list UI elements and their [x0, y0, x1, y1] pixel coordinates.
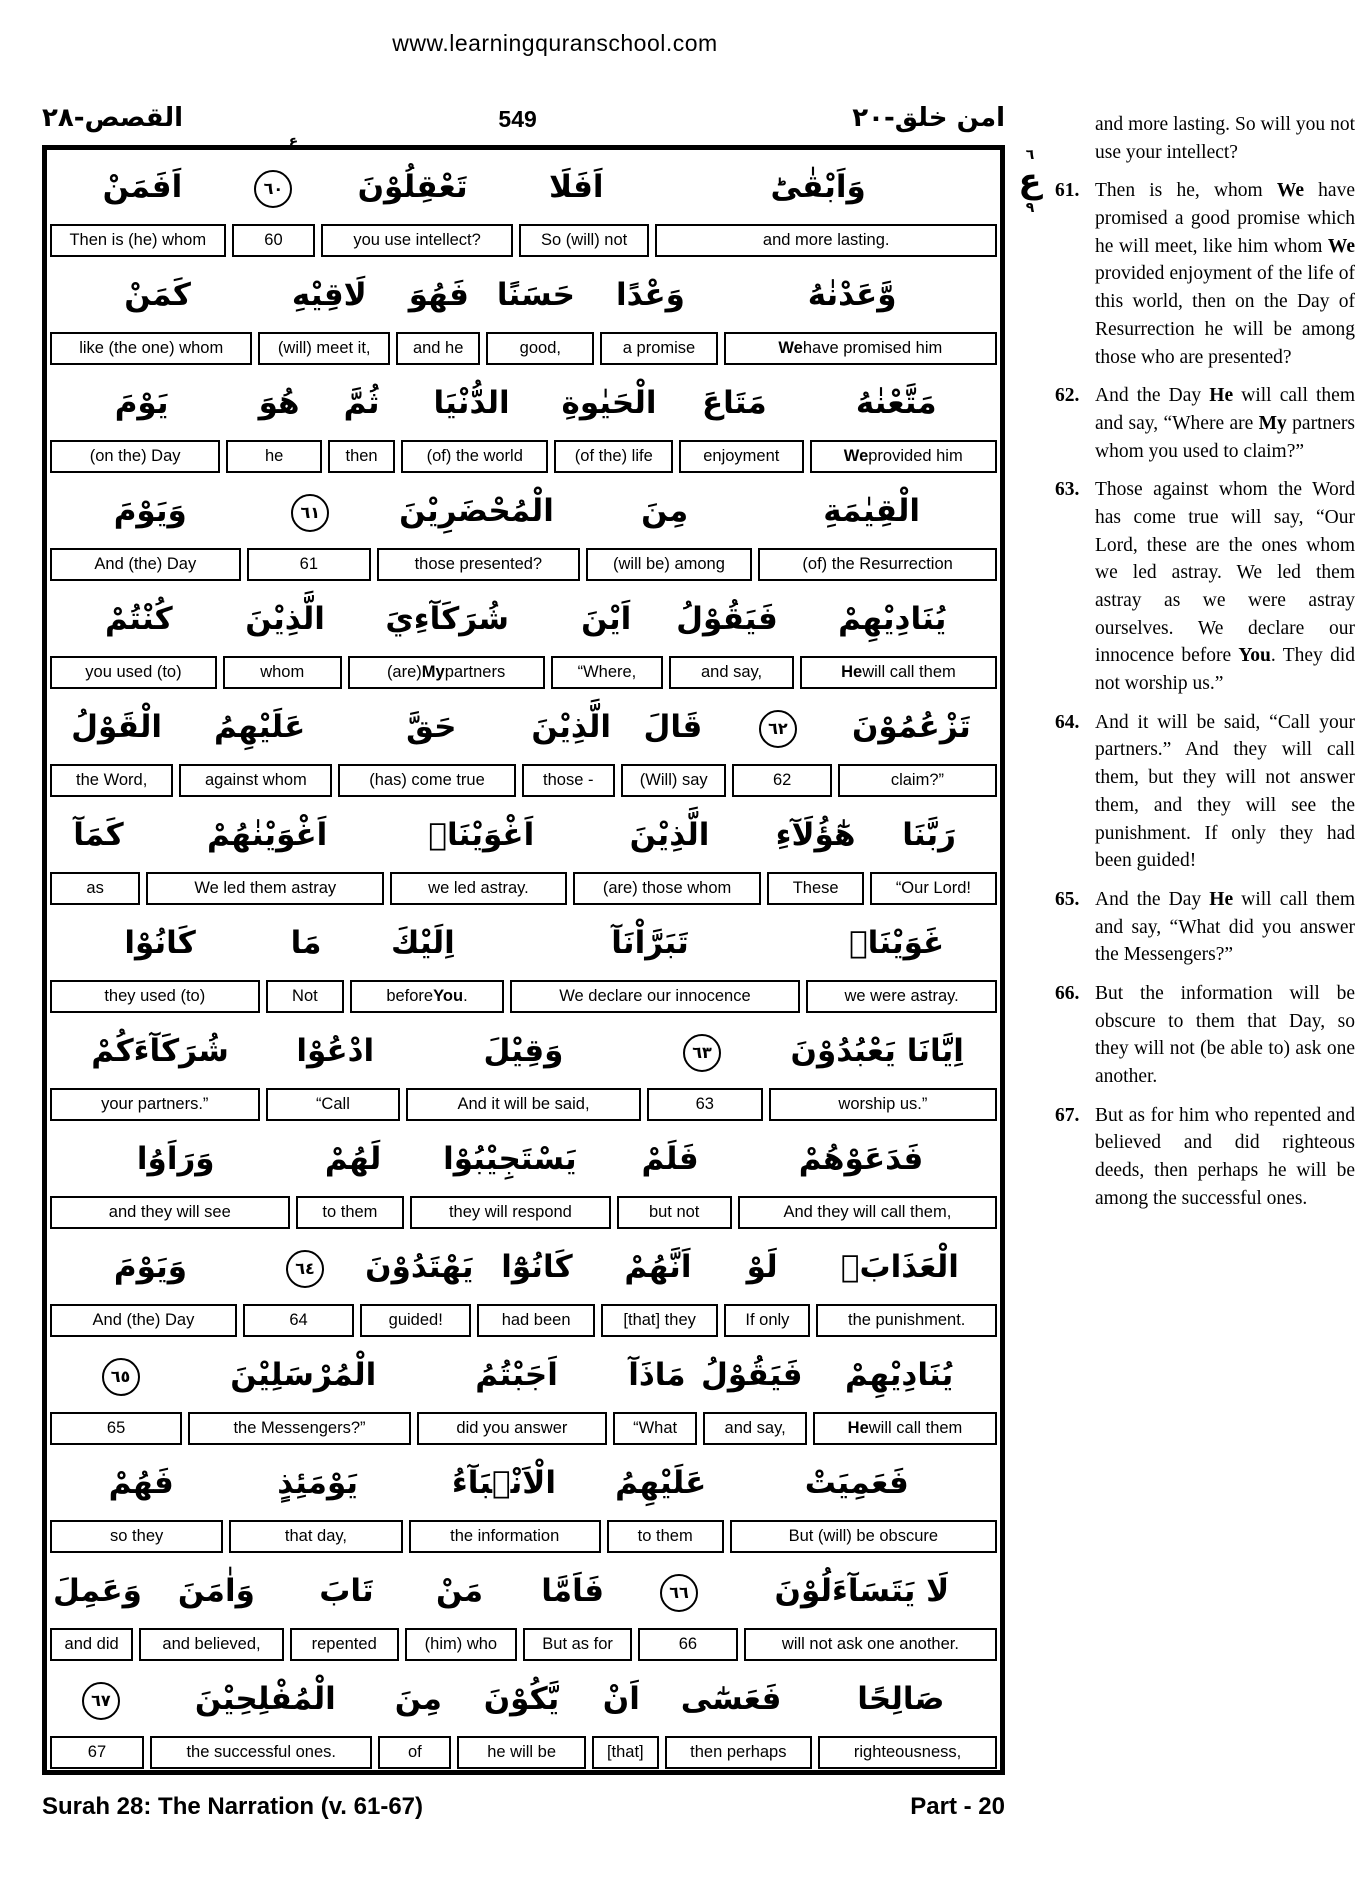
- english-translation-cell: and say,: [669, 656, 794, 689]
- english-translation-row: [47, 1412, 1000, 1445]
- verse-number-circle: [53, 1338, 188, 1412]
- english-translation-cell: repented: [290, 1628, 399, 1661]
- english-translation-cell: 64: [243, 1304, 354, 1337]
- table-row: [47, 798, 1000, 905]
- arabic-word: اَفَمَنْ: [102, 169, 183, 205]
- arabic-word: مَا: [290, 925, 322, 961]
- english-translation-cell: claim?”: [838, 764, 997, 797]
- english-translation-row: [47, 1088, 1000, 1121]
- arabic-word: الَّذِيْنَ: [245, 601, 325, 637]
- english-translation-cell: of: [378, 1736, 451, 1769]
- verse-number-arabic: ٦٤: [286, 1250, 324, 1288]
- english-translation-cell: the successful ones.: [150, 1736, 373, 1769]
- arabic-word: تَزْعُمُوْنَ: [851, 709, 971, 745]
- english-translation-cell: (are) My partners: [348, 656, 545, 689]
- arabic-word: رَبَّنَا: [902, 817, 956, 853]
- arabic-word: الْعَذَابَۚ: [840, 1249, 959, 1285]
- verse-translation-paragraph: [1055, 709, 1355, 875]
- verse-translation-paragraph: [1055, 886, 1355, 969]
- english-translation-cell: 65: [50, 1412, 182, 1445]
- arabic-word: فَاَمَّا: [541, 1573, 605, 1609]
- english-translation-cell: your partners.”: [50, 1088, 260, 1121]
- english-translation-cell: and did: [50, 1628, 133, 1661]
- verse-number: 62.: [1055, 385, 1080, 407]
- english-translation-cell: And it will be said,: [406, 1088, 640, 1121]
- arabic-word: فَهُمْ: [108, 1465, 174, 1501]
- english-translation-row: [47, 1520, 1000, 1553]
- arabic-word: الْاَنْۢبَآءُ: [451, 1465, 556, 1501]
- english-translation-row: [47, 1304, 1000, 1337]
- verse-translation-paragraph: [1055, 111, 1355, 166]
- table-row: [47, 1554, 1000, 1661]
- verse-text: But as for him who repented and believed and did righteous deeds, then perhaps he will be among the successful ones.: [1095, 1104, 1355, 1209]
- english-translation-cell: then perhaps: [665, 1736, 813, 1769]
- arabic-word: فَعَسٰٓى: [680, 1681, 782, 1717]
- english-translation-cell: (will) meet it,: [258, 332, 390, 365]
- arabic-word: عَلَيْهِمُ: [615, 1465, 707, 1501]
- english-translation-cell: will not ask one another.: [744, 1628, 997, 1661]
- verse-number-arabic: ٦٦: [660, 1574, 698, 1612]
- surah-label-arabic: القصص-٢٨: [42, 103, 184, 133]
- english-translation-cell: He will call them: [813, 1412, 997, 1445]
- arabic-word: اَفَلَا: [549, 169, 604, 205]
- arabic-word: يَوْمَ: [114, 385, 169, 421]
- english-translation-cell: those presented?: [377, 548, 580, 581]
- arabic-word: قَالَ: [643, 709, 703, 745]
- verse-text: and more lasting. So will you not use your intellect?: [1095, 114, 1355, 163]
- arabic-word: فَلَمْ: [641, 1141, 699, 1177]
- verse-number-arabic: ٦٣: [683, 1034, 721, 1072]
- english-translation-row: [47, 332, 1000, 365]
- arabic-words-row: [47, 1014, 1000, 1088]
- english-translation-cell: 66: [638, 1628, 738, 1661]
- english-translation-cell: And they will call them,: [738, 1196, 997, 1229]
- arabic-word: اَغْوَيْنَاۚ: [428, 817, 535, 853]
- arabic-word: تَابَ: [319, 1573, 374, 1609]
- arabic-word: مَتَاعَ: [701, 385, 767, 421]
- ruku-margin-mark: [1005, 145, 1055, 216]
- arabic-word: اَغْوَيْنٰهُمْ: [207, 817, 328, 853]
- english-translation-cell: “Where,: [551, 656, 664, 689]
- arabic-word: مَاذَآ: [628, 1357, 686, 1393]
- arabic-word: يَسْتَجِيْبُوْا: [443, 1141, 577, 1177]
- arabic-word: الْمُفْلِحِيْنَ: [194, 1681, 336, 1717]
- arabic-word: يَهْتَدُوْنَ: [365, 1249, 474, 1285]
- english-translation-row: [47, 1736, 1000, 1769]
- arabic-word: الْقَوْلُ: [71, 709, 163, 745]
- verse-text: Those against whom the Word has come true will say, “Our Lord, these are the ones whom we led astray. We led them astray as we were astray ourselves. We declare our innocence before You. They did not worship us.”: [1095, 479, 1355, 695]
- arabic-words-row: [47, 582, 1000, 656]
- english-translation-row: [47, 224, 1000, 257]
- arabic-word: كَمَنْ: [124, 277, 191, 313]
- table-row: [47, 906, 1000, 1013]
- arabic-word: صَالِحًا: [857, 1681, 945, 1717]
- table-row: [47, 690, 1000, 797]
- arabic-word: كَمَآ: [73, 817, 124, 853]
- english-translation-cell: he will be: [457, 1736, 586, 1769]
- page-number: 549: [498, 106, 537, 132]
- juz-label-arabic: امن خلق-٢٠: [852, 103, 1005, 133]
- english-translation-row: [47, 1196, 1000, 1229]
- english-translation-cell: and believed,: [139, 1628, 284, 1661]
- verse-number: 65.: [1055, 888, 1080, 910]
- arabic-word: عَلَيْهِمُ: [214, 709, 306, 745]
- english-translation-cell: did you answer: [417, 1412, 607, 1445]
- arabic-word: فَيَقُوْلُ: [676, 601, 778, 637]
- verse-number-circle: [644, 1014, 761, 1088]
- arabic-word: وَرَاَوُا: [136, 1141, 215, 1177]
- arabic-words-row: [47, 258, 1000, 332]
- arabic-word: الَّذِيْنَ: [531, 709, 612, 745]
- arabic-word: يَّكُوْنَ: [483, 1681, 560, 1717]
- verse-translation-paragraph: [1055, 476, 1355, 698]
- ruku-top-numeral: ٦: [1025, 147, 1035, 163]
- arabic-word: يُنَادِيْهِمْ: [838, 601, 947, 637]
- english-translation-cell: you used (to): [50, 656, 217, 689]
- english-translation-cell: [that]: [592, 1736, 658, 1769]
- arabic-word: لَاقِيْهِ: [291, 277, 367, 313]
- english-translation-cell: a promise: [600, 332, 717, 365]
- english-translation-cell: (on the) Day: [50, 440, 220, 473]
- english-translation-cell: to them: [607, 1520, 724, 1553]
- english-translation-cell: “Call: [266, 1088, 401, 1121]
- arabic-words-row: [47, 1122, 1000, 1196]
- verse-text: And it will be said, “Call your partners.” And they will call them, but they will not answer them, and they will see the punishment. If only they had been guided!: [1095, 711, 1355, 872]
- verse-number: 67.: [1055, 1104, 1080, 1126]
- arabic-word: اِلَيْكَ: [391, 925, 455, 961]
- english-translation-cell: (has) come true: [338, 764, 515, 797]
- english-translation-cell: (are) those whom: [573, 872, 762, 905]
- english-translation-row: [47, 980, 1000, 1013]
- english-translation-cell: He will call them: [800, 656, 997, 689]
- english-translation-cell: Not: [266, 980, 345, 1013]
- english-translation-cell: If only: [724, 1304, 810, 1337]
- ruku-ain-mark: ع: [1018, 161, 1042, 201]
- english-translation-cell: “Our Lord!: [870, 872, 997, 905]
- arabic-word: اَنْ: [602, 1681, 640, 1717]
- english-translation-cell: then: [328, 440, 395, 473]
- english-translation-cell: the Word,: [50, 764, 173, 797]
- arabic-word: وَعْدًا: [615, 277, 685, 313]
- english-translation-cell: enjoyment: [679, 440, 803, 473]
- verse-number-arabic: ٦٠: [254, 170, 292, 208]
- english-translation-cell: like (the one) whom: [50, 332, 252, 365]
- english-translation-cell: (of) the Resurrection: [758, 548, 997, 581]
- english-translation-row: [47, 656, 1000, 689]
- english-translation-cell: We have promised him: [724, 332, 997, 365]
- english-translation-cell: and he: [396, 332, 480, 365]
- verse-text: And the Day He will call them and say, “What did you answer the Messengers?”: [1095, 888, 1355, 966]
- arabic-words-row: [47, 366, 1000, 440]
- verse-translation-paragraph: [1055, 980, 1355, 1091]
- arabic-word: مَتَّعْنٰهُ: [855, 385, 937, 421]
- arabic-words-row: [47, 690, 1000, 764]
- arabic-words-row: [47, 1446, 1000, 1520]
- verse-translation-paragraph: [1055, 382, 1355, 465]
- table-row: [47, 1122, 1000, 1229]
- english-translation-cell: (of) the world: [401, 440, 548, 473]
- english-translation-cell: These: [767, 872, 863, 905]
- arabic-word: حَسَنًا: [496, 277, 576, 313]
- english-translation-cell: We led them astray: [146, 872, 384, 905]
- arabic-word: هُوَ: [258, 385, 300, 421]
- arabic-word: حَقَّ: [406, 709, 457, 745]
- english-translation-cell: had been: [477, 1304, 595, 1337]
- english-translation-cell: they used (to): [50, 980, 260, 1013]
- verse-text: Then is he, whom We have promised a good promise which he will meet, like him whom We provided enjoyment of the life of this world, then on the Day of Resurrection he will be among those who are presented?: [1095, 180, 1355, 368]
- english-translation-cell: and they will see: [50, 1196, 290, 1229]
- english-translation-row: [47, 548, 1000, 581]
- english-translation-cell: We declare our innocence: [510, 980, 800, 1013]
- arabic-word: يُنَادِيْهِمْ: [845, 1357, 954, 1393]
- english-translation-cell: 62: [732, 764, 831, 797]
- verse-number: [1055, 111, 1095, 166]
- arabic-word: اَجَبْتُمُ: [475, 1357, 558, 1393]
- english-translation-row: [47, 1628, 1000, 1661]
- english-translation-cell: But as for: [523, 1628, 632, 1661]
- arabic-word: ثُمَّ: [343, 385, 380, 421]
- english-translation-cell: he: [226, 440, 322, 473]
- arabic-word: ادْعُوْا: [296, 1033, 375, 1069]
- surah-footer-label: Surah 28: The Narration (v. 61-67): [42, 1793, 423, 1820]
- arabic-word: كُنْتُمْ: [105, 601, 173, 637]
- english-translation-cell: But (will) be obscure: [730, 1520, 997, 1553]
- table-row: [47, 582, 1000, 689]
- verse-number-arabic: ٦١: [291, 494, 329, 532]
- english-translation-cell: [that] they: [601, 1304, 719, 1337]
- arabic-word: كَانُوْٓا: [501, 1249, 573, 1285]
- english-translation-cell: before You .: [350, 980, 503, 1013]
- english-translation-cell: the Messengers?”: [188, 1412, 411, 1445]
- english-translation-cell: “What: [613, 1412, 697, 1445]
- english-translation-cell: but not: [617, 1196, 732, 1229]
- english-translation-row: [47, 440, 1000, 473]
- verse-translation-sidebar: [1055, 111, 1355, 1223]
- english-translation-cell: 67: [50, 1736, 144, 1769]
- arabic-word: اَنَّهُمْ: [624, 1249, 692, 1285]
- arabic-words-row: [47, 1662, 1000, 1736]
- table-row: [47, 1338, 1000, 1445]
- ruku-ain-mark: ع: [288, 133, 299, 149]
- word-by-word-table: [42, 133, 1005, 1775]
- verse-number: 64.: [1055, 711, 1080, 733]
- table-row: [47, 1662, 1000, 1769]
- english-translation-cell: And (the) Day: [50, 548, 241, 581]
- english-translation-cell: the punishment.: [816, 1304, 997, 1337]
- english-translation-cell: Then is (he) whom: [50, 224, 226, 257]
- table-row: [47, 133, 1000, 257]
- verse-number-arabic: ٦٢: [759, 710, 797, 748]
- arabic-word: تَعْقِلُوْنَ: [357, 169, 468, 205]
- english-translation-cell: whom: [223, 656, 342, 689]
- table-row: [47, 1014, 1000, 1121]
- arabic-word: الْمُرْسَلِيْنَ: [230, 1357, 377, 1393]
- english-translation-cell: guided!: [360, 1304, 471, 1337]
- arabic-word: فَدَعَوْهُمْ: [798, 1141, 924, 1177]
- table-row: [47, 1446, 1000, 1553]
- arabic-word: فَعَمِيَتْ: [804, 1465, 909, 1501]
- verse-number-circle: [727, 690, 829, 764]
- verse-number: 63.: [1055, 479, 1080, 501]
- english-translation-cell: (will be) among: [586, 548, 753, 581]
- arabic-word: هٰٓؤُلَآءِ: [775, 817, 856, 853]
- english-translation-cell: We provided him: [810, 440, 997, 473]
- verse-text: And the Day He will call them and say, “Where are My partners whom you used to claim?”: [1095, 385, 1355, 462]
- english-translation-cell: So (will) not: [519, 224, 650, 257]
- verse-number: 61.: [1055, 180, 1080, 202]
- page-footer: [42, 1793, 1005, 1821]
- arabic-word: يَوْمَئِذٍ: [277, 1465, 359, 1501]
- english-translation-cell: (him) who: [405, 1628, 518, 1661]
- english-translation-cell: 61: [247, 548, 371, 581]
- arabic-word: لَا يَتَسَآءَلُوْنَ: [774, 1573, 950, 1609]
- arabic-word: الْمُحْضَرِيْنَ: [399, 493, 554, 529]
- english-translation-cell: we were astray.: [806, 980, 997, 1013]
- verse-number-circle: [53, 1662, 149, 1736]
- verse-number: 66.: [1055, 982, 1080, 1004]
- arabic-word: وَعَمِلَ: [53, 1573, 142, 1609]
- english-translation-cell: so they: [50, 1520, 223, 1553]
- verse-number-arabic: ٦٥: [102, 1358, 140, 1396]
- arabic-word: تَبَرَّاْنَآ: [611, 925, 689, 961]
- arabic-word: مَنْ: [436, 1573, 484, 1609]
- arabic-word: الدُّنْيَا: [433, 385, 510, 421]
- arabic-word: وَّعَدْنٰهُ: [807, 277, 897, 313]
- arabic-word: وَاٰمَنَ: [177, 1573, 255, 1609]
- verse-number-arabic: ٦٧: [82, 1682, 120, 1720]
- verse-number-circle: [247, 474, 372, 548]
- arabic-word: كَانُوْا: [124, 925, 196, 961]
- part-footer-label: Part - 20: [910, 1793, 1005, 1820]
- arabic-word: الَّذِيْنَ: [629, 817, 710, 853]
- verse-number-circle: [628, 1554, 730, 1628]
- english-translation-row: [47, 764, 1000, 797]
- verse-translation-paragraph: [1055, 1102, 1355, 1213]
- arabic-words-row: [47, 1338, 1000, 1412]
- table-row: [47, 474, 1000, 581]
- english-translation-cell: righteousness,: [818, 1736, 997, 1769]
- arabic-words-row: [47, 133, 1000, 224]
- english-translation-cell: those -: [522, 764, 616, 797]
- arabic-word: وَيَوْمَ: [113, 1249, 187, 1285]
- english-translation-cell: worship us.”: [769, 1088, 997, 1121]
- arabic-word: وَاَبْقٰىؕ: [770, 169, 866, 205]
- arabic-words-row: [47, 1230, 1000, 1304]
- table-row: [47, 1230, 1000, 1337]
- english-translation-cell: the information: [409, 1520, 601, 1553]
- english-translation-cell: against whom: [179, 764, 332, 797]
- english-translation-cell: (Will) say: [621, 764, 726, 797]
- english-translation-cell: and more lasting.: [655, 224, 997, 257]
- arabic-words-row: [47, 1554, 1000, 1628]
- arabic-word: وَقِيْلَ: [483, 1033, 564, 1069]
- ruku-bottom-numeral: ٩: [1025, 200, 1035, 217]
- english-translation-cell: And (the) Day: [50, 1304, 237, 1337]
- arabic-word: الْقِيٰمَةِ: [823, 493, 921, 529]
- arabic-word: وَيَوْمَ: [113, 493, 187, 529]
- arabic-word: اِيَّانَا يَعْبُدُوْنَ: [790, 1033, 964, 1069]
- arabic-word: فَهُوَ: [408, 277, 469, 313]
- english-translation-cell: to them: [296, 1196, 405, 1229]
- arabic-word: لَهُمْ: [324, 1141, 382, 1177]
- arabic-word: فَيَقُوْلُ: [700, 1357, 803, 1393]
- verse-number-circle: [248, 1230, 362, 1304]
- page-header: [42, 103, 1005, 133]
- english-translation-cell: they will respond: [410, 1196, 610, 1229]
- arabic-word: شُرَكَآءِيَ: [385, 601, 510, 637]
- arabic-word: شُرَكَآءَكُمْ: [91, 1033, 229, 1069]
- table-row: [47, 366, 1000, 473]
- english-translation-cell: we led astray.: [390, 872, 566, 905]
- verse-translation-paragraph: [1055, 177, 1355, 371]
- arabic-word: مِنَ: [641, 493, 689, 529]
- arabic-word: مِنَ: [394, 1681, 442, 1717]
- english-translation-cell: that day,: [229, 1520, 402, 1553]
- english-translation-cell: 60: [232, 224, 316, 257]
- english-translation-row: [47, 872, 1000, 905]
- table-row: [47, 258, 1000, 365]
- arabic-words-row: [47, 474, 1000, 548]
- english-translation-cell: as: [50, 872, 140, 905]
- english-translation-cell: 63: [647, 1088, 763, 1121]
- site-url: www.learningquranschool.com: [392, 30, 718, 56]
- english-translation-cell: and say,: [703, 1412, 807, 1445]
- arabic-word: اَيْنَ: [581, 601, 632, 637]
- arabic-words-row: [47, 798, 1000, 872]
- english-translation-cell: you use intellect?: [321, 224, 513, 257]
- arabic-words-row: [47, 906, 1000, 980]
- arabic-word: الْحَيٰوةِ: [561, 385, 657, 421]
- verse-number-circle: [232, 133, 315, 224]
- english-translation-cell: good,: [486, 332, 594, 365]
- verse-text: But the information will be obscure to them that Day, so they will not (be able to) ask one another.: [1095, 982, 1355, 1087]
- arabic-word: لَوْ: [746, 1249, 778, 1285]
- arabic-word: غَوَيْنَاۚ: [849, 925, 945, 961]
- english-translation-cell: (of the) life: [554, 440, 673, 473]
